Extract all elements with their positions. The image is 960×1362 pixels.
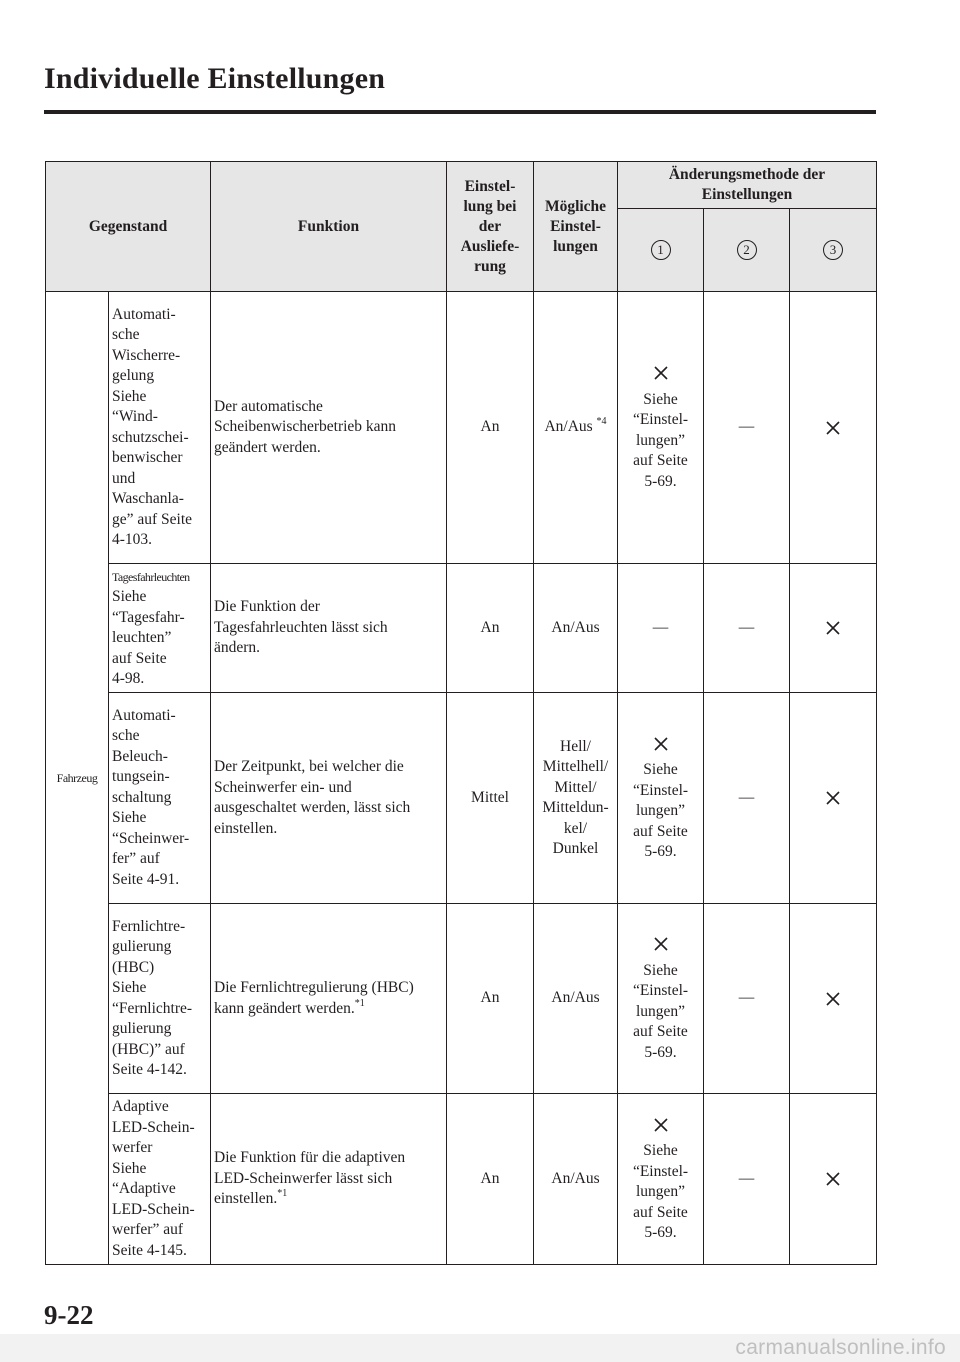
item-text: Automati- sche Beleuch- tungsein- schaltung Siehe “Scheinwer- fer” auf Seite 4-91.: [112, 706, 190, 888]
cross-icon: [654, 737, 668, 751]
table-row: [46, 292, 877, 564]
item-cell: [109, 693, 211, 904]
function-cell: [211, 693, 447, 904]
function-cell: [211, 1094, 447, 1265]
page-title: Individuelle Einstellungen: [44, 62, 386, 95]
item-cell: [109, 904, 211, 1094]
cross-icon: [826, 992, 840, 1006]
method-3-header: [790, 209, 877, 292]
function-text: Die Fernlichtregulierung (HBC) kann geändert werden.: [214, 979, 414, 1017]
function-cell: [211, 564, 447, 693]
method-2-cell: —: [704, 564, 790, 693]
item-text: Adaptive LED-Schein- werfer Siehe “Adaptive LED-Schein- werfer” auf Seite 4-145.: [112, 1098, 195, 1259]
circled-number-icon: 1: [651, 240, 671, 260]
method-2-cell: —: [704, 904, 790, 1094]
method-1-cell: [618, 1094, 704, 1265]
options-cell: An/Aus: [534, 564, 618, 693]
default-cell: Mittel: [447, 693, 534, 904]
default-cell: An: [447, 292, 534, 564]
item-cell: [109, 1094, 211, 1265]
function-cell: [211, 904, 447, 1094]
options-cell: An/Aus: [534, 904, 618, 1094]
function-text: Der Zeitpunkt, bei welcher die Scheinwerfer ein- und ausgeschaltet werden, lässt sich einstellen.: [214, 758, 411, 837]
watermark-bar: [0, 1334, 960, 1362]
method-2-cell: —: [704, 292, 790, 564]
column-header-methods: [618, 162, 877, 209]
default-cell: An: [447, 1094, 534, 1265]
item-cell: [109, 564, 211, 693]
method-3-cell: [790, 1094, 877, 1265]
method-3-cell: [790, 693, 877, 904]
function-cell: [211, 292, 447, 564]
page-number: 9-22: [44, 1300, 94, 1330]
header-rule: [44, 110, 876, 114]
column-header-function: Funktion: [211, 162, 447, 292]
item-text: Fernlichtre- gulierung (HBC) Siehe “Fernlichtre- gulierung (HBC)” auf Seite 4-142.: [112, 917, 193, 1078]
method-reference-text: Siehe “Einstel- lungen” auf Seite 5-69.: [632, 390, 689, 490]
options-text: An/Aus: [544, 418, 593, 436]
settings-table: [45, 161, 877, 1265]
cross-icon: [654, 1118, 668, 1132]
column-header-item: Gegenstand: [46, 162, 211, 292]
method-1-cell: [618, 292, 704, 564]
options-cell: [534, 693, 618, 904]
table-row: [46, 1094, 877, 1265]
default-header-label: Einstel- lung bei der Ausliefe- rung: [460, 177, 520, 275]
cross-icon: [826, 621, 840, 635]
options-text: Hell/ Mittelhell/ Mittel/ Mitteldun- kel/ Dunkel: [542, 737, 609, 857]
method-3-cell: [790, 564, 877, 693]
column-header-options: [534, 162, 618, 292]
cross-icon: [654, 937, 668, 951]
method-1-cell: [618, 693, 704, 904]
item-cell: [109, 292, 211, 564]
circled-number-icon: 3: [823, 240, 843, 260]
function-text: Die Funktion der Tagesfahrleuchten lässt sich ändern.: [214, 598, 388, 657]
cross-icon: [826, 421, 840, 435]
method-reference-text: Siehe “Einstel- lungen” auf Seite 5-69.: [632, 1142, 689, 1241]
cross-icon: [654, 366, 668, 380]
table-row: [46, 904, 877, 1094]
default-cell: An: [447, 904, 534, 1094]
method-2-cell: —: [704, 693, 790, 904]
footnote-marker: *1: [277, 1188, 288, 1200]
method-1-cell: —: [618, 564, 704, 693]
table-row: [46, 693, 877, 904]
footnote-marker: *4: [596, 416, 607, 428]
method-1-cell: [618, 904, 704, 1094]
item-title-text: Tagesfahrleuchten: [112, 569, 190, 584]
item-text: Siehe “Tagesfahr- leuchten” auf Seite 4-98.: [112, 588, 185, 687]
method-2-cell: —: [704, 1094, 790, 1265]
cross-icon: [826, 791, 840, 805]
function-text: Der automatische Scheibenwischerbetrieb kann geändert werden.: [214, 397, 397, 456]
method-reference-text: Siehe “Einstel- lungen” auf Seite 5-69.: [632, 761, 689, 860]
method-3-cell: [790, 904, 877, 1094]
method-1-header: [618, 209, 704, 292]
options-header-label: Mögliche Einstel- lungen: [544, 197, 607, 255]
watermark-text: carmanualsonline.info: [735, 1336, 946, 1359]
item-text: Automati- sche Wischerre- gelung Siehe “Wind- schutzschei- benwischer und Waschanla- ge” auf Seite 4-103.: [112, 305, 193, 548]
method-reference-text: Siehe “Einstel- lungen” auf Seite 5-69.: [632, 961, 689, 1061]
method-3-cell: [790, 292, 877, 564]
circled-number-icon: 2: [737, 240, 757, 260]
column-header-default: [447, 162, 534, 292]
options-cell: [534, 292, 618, 564]
function-text: Die Funktion für die adaptiven LED-Scheinwerfer lässt sich einstellen.: [214, 1149, 406, 1208]
method-2-header: [704, 209, 790, 292]
options-cell: An/Aus: [534, 1094, 618, 1265]
footnote-marker: *1: [354, 997, 365, 1009]
table-row: [46, 564, 877, 693]
group-label-vehicle: Fahrzeug: [46, 292, 109, 1265]
default-cell: An: [447, 564, 534, 693]
cross-icon: [826, 1172, 840, 1186]
methods-header-label: Änderungsmethode der Einstellungen: [668, 166, 826, 203]
